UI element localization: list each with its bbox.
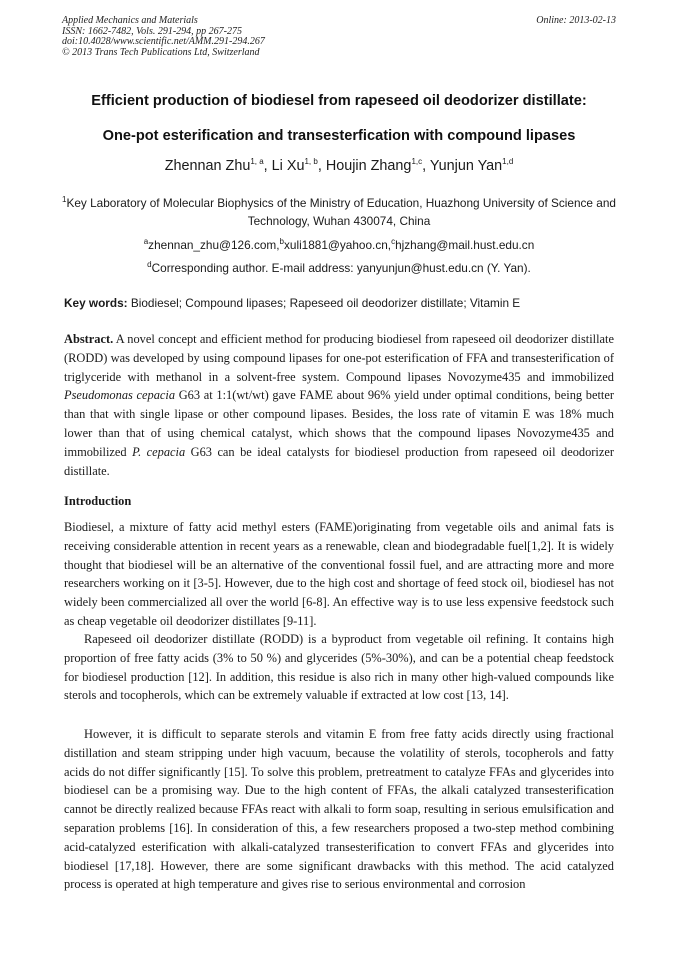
corresponding-author-text: Corresponding author. E-mail address: yanyunjun@hust.edu.cn (Y. Yan). [151, 261, 531, 275]
introduction-heading: Introduction [64, 494, 132, 508]
keywords-label: Key words: [64, 296, 128, 310]
email-sup: c [391, 237, 396, 247]
email-line [40, 238, 638, 252]
affiliation-sup: 1 [62, 195, 67, 205]
author-name: Houjin Zhang [325, 158, 412, 174]
paper-title-line1: Efficient production of biodiesel from rapeseed oil deodorizer distillate: [91, 93, 587, 109]
abstract [64, 330, 614, 480]
author-name: Yunjun Yan [429, 158, 503, 174]
doi-line: doi:10.4028/www.scientific.net/AMM.291-294.267 [62, 36, 265, 47]
author-sup: 1, b [304, 157, 318, 167]
keywords-text: Biodiesel; Compound lipases; Rapeseed oil deodorizer distillate; Vitamin E [130, 296, 521, 310]
author-sup: 1,d [502, 157, 514, 167]
abstract-text: A novel concept and efficient method for producing biodiesel from rapeseed oil deodorizer distillate (RODD) was developed by using compound lipases for one-pot esterification of FFA and transesterification of triglyceride with methanol in a solvent-free system. Compound lipases Novozyme435 and immobilized [64, 332, 614, 384]
author-name: Li Xu [271, 158, 305, 174]
email-link[interactable]: xuli1881@yahoo.cn, [283, 238, 392, 252]
copyright-line: © 2013 Trans Tech Publications Ltd, Switzerland [62, 46, 260, 58]
abstract-text: G63 at 1:1(wt/wt) gave FAME about 96% yield under optimal conditions, being better than that with single lipase or other compound lipases. Besides, the loss rate of vitamin E was 18% much lower than that of using chemical catalyst, which shows that the compound lipases Novozyme435 and immobilized [64, 388, 614, 459]
email-link[interactable]: zhennan_zhu@126.com, [148, 238, 280, 252]
email-sup: a [143, 237, 149, 247]
affiliation [60, 194, 618, 230]
abstract-italic: P. cepacia [132, 444, 186, 459]
abstract-text: G63 can be ideal catalysts for biodiesel production from rapeseed oil deodorizer distillate. [64, 444, 614, 478]
email-sup: b [279, 237, 284, 247]
author-sup: 1,c [411, 157, 423, 167]
affiliation-text: Key Laboratory of Molecular Biophysics of the Ministry of Education, Huazhong University of Science and Technology, Wuhan 430074, China [66, 196, 616, 228]
author-list: Zhennan Zhu$^{1, a}$, Li Xu$^{1, b}$, Houjin Zhang$^{1,c}$, Yunjun Yan$^{1,d}$ [164, 157, 514, 174]
abstract-label: Abstract. [64, 332, 114, 346]
corresponding-author [40, 261, 638, 275]
journal-name: Applied Mechanics and Materials [62, 15, 198, 26]
paper-title-line2: One-pot esterification and transesterfication with compound lipases [102, 128, 576, 144]
journal-header [62, 16, 616, 58]
issn-line: ISSN: 1662-7482, Vols. 291-294, pp 267-275 [62, 25, 242, 37]
intro-paragraph-1: Biodiesel, a mixture of fatty acid methyl esters (FAME)originating from vegetable oils and animal fats is receiving considerable attention in recent years as a renewable, clean and biodegradable fuel[1,2]. It is widely thought that biodiesel will be an alternative of the conventional fossil fuel, and are attracting more and more researchers working on it [3-5]. However, due to the high cost and shortage of feed stock oil, biodiesel has not widely been commercialized all over the world [6-8]. An effective way is to use less expensive feedstock such as cheap vegetable oil deodorizer distillates [9-11]. [64, 520, 614, 628]
intro-paragraph-3: However, it is difficult to separate sterols and vitamin E from free fatty acids directly using fractional distillation and steam stripping under high vacuum, because the volatility of sterols, tocopherols and fatty acids do not differ significantly [15]. To solve this problem, pretreatment to catalyze FFAs and glycerides into biodiesel can be a promising way. Due to the high content of FFAs, the alkali catalyzed transesterification cannot be directly realized because FFAs react with alkali to form soap, resulting in serious emulsification and separation problems [16]. In consideration of this, a few researchers proposed a two-step method combining acid-catalyzed esterification with alkali-catalyzed transesterification to convert FFAs and glycerides into biodiesel [17,18]. However, there are some significant drawbacks with this method. The acid catalyzed process is operated at high temperature and gives rise to serious environmental and corrosion [64, 727, 614, 892]
email-sup: d [147, 260, 152, 270]
keywords [64, 296, 616, 310]
author-name: Zhennan Zhu [164, 158, 251, 174]
email-link[interactable]: hjzhang@mail.hust.edu.cn [395, 238, 535, 252]
online-date: Online: 2013-02-13 [536, 15, 616, 26]
author-sup: 1, a [250, 157, 264, 167]
abstract-italic: Pseudomonas cepacia [64, 388, 176, 403]
intro-paragraph-2: Rapeseed oil deodorizer distillate (RODD) is a byproduct from vegetable oil refining. It contains high proportion of free fatty acids (3% to 50 %) and glycerides (5%-30%), and can be a potential cheap feedstock for biodiesel production [12]. In addition, this residue is also rich in many other high-valued compounds like sterols and tocopherols, which can be extremely valuable if extracted at low cost [13, 14]. [64, 632, 614, 703]
